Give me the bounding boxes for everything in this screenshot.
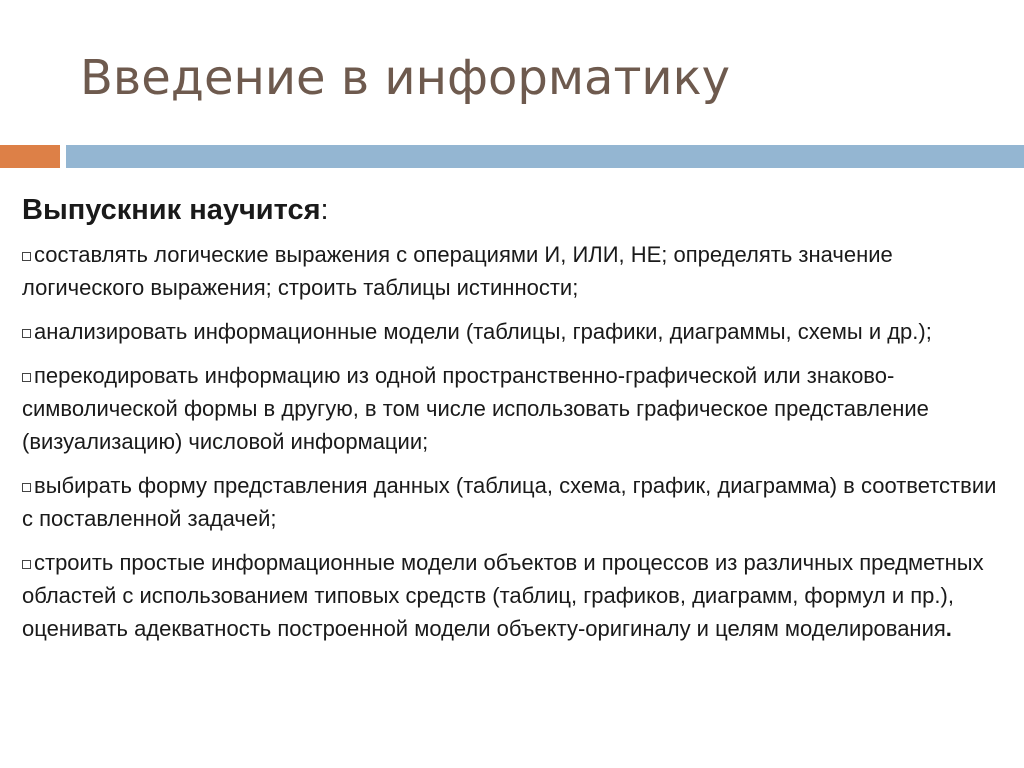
square-bullet-icon [22, 252, 31, 261]
square-bullet-icon [22, 560, 31, 569]
square-bullet-icon [22, 373, 31, 382]
bullet-text: строить простые информационные модели объектов и процессов из различных предметных областей с использованием типовых средств (таблиц, графиков, диаграмм, формул и пр.), оценивать адекватность построенной модели объекту-оригиналу и целям моделирования [22, 550, 984, 641]
bullet-text: составлять логические выражения с операциями И, ИЛИ, НЕ; определять значение логического выражения; строить таблицы истинности; [22, 242, 893, 300]
bullet-item [22, 359, 1007, 458]
bullet-item [22, 315, 1007, 348]
bullet-item [22, 469, 1007, 535]
content-heading [22, 190, 1007, 230]
accent-bar-blue [66, 145, 1024, 168]
slide-content [22, 190, 1007, 656]
bullet-item [22, 546, 1007, 645]
heading-colon: : [320, 194, 329, 226]
bullet-text: выбирать форму представления данных (таблица, схема, график, диаграмма) в соответствии с поставленной задачей; [22, 473, 997, 531]
bullet-item [22, 238, 1007, 304]
square-bullet-icon [22, 483, 31, 492]
final-period: . [945, 616, 952, 641]
bullet-list [22, 238, 1007, 645]
square-bullet-icon [22, 329, 31, 338]
heading-text: Выпускник научится [22, 194, 321, 226]
bullet-text: перекодировать информацию из одной пространственно-графической или знаково-символической формы в другую, в том числе использовать графическое представление (визуализацию) числовой информации; [22, 363, 929, 454]
bullet-text: анализировать информационные модели (таблицы, графики, диаграммы, схемы и др.); [34, 319, 932, 344]
accent-bar-orange [0, 145, 60, 168]
slide-title: Введение в информатику [80, 50, 731, 106]
